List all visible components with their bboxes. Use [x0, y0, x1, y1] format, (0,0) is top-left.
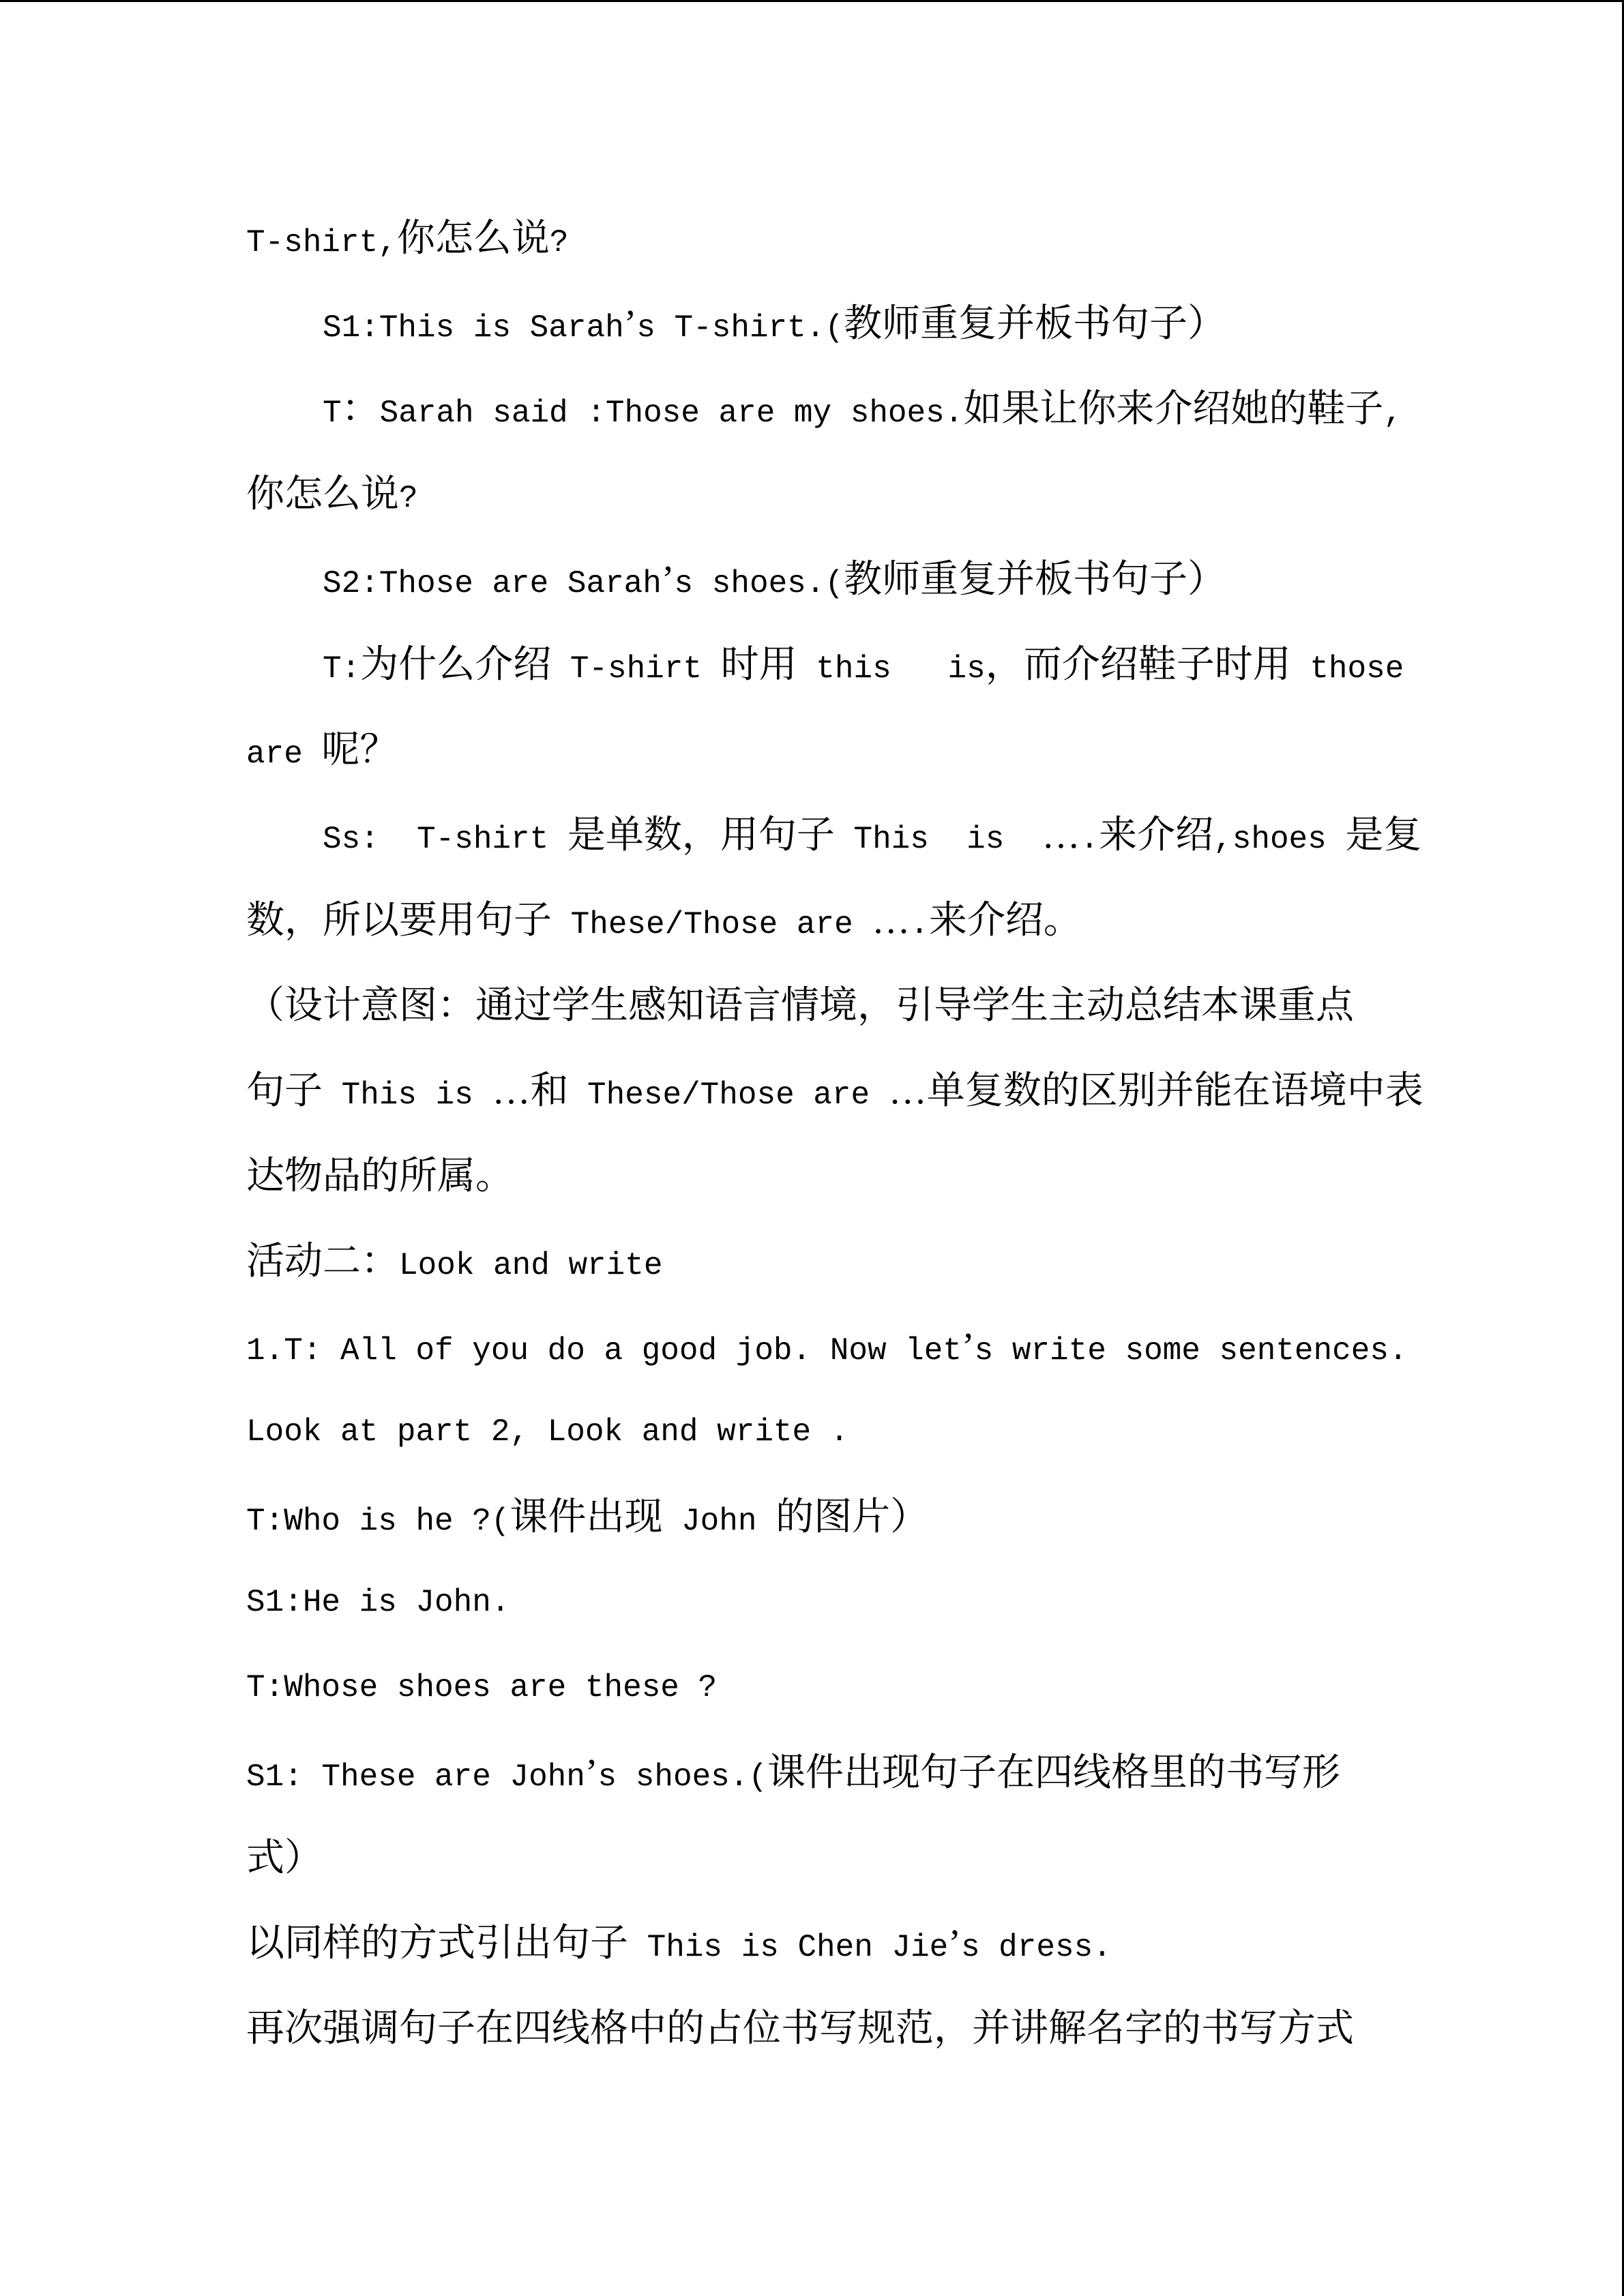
text-run: 数，所以要用句子: [246, 899, 552, 942]
paragraph-student-john: [246, 1560, 1542, 1645]
text-run: 为什么介绍: [360, 644, 552, 686]
text-run: 如果让你来介绍她的鞋子: [963, 388, 1384, 430]
paragraph-teacher-question-shoes: [246, 367, 1542, 537]
text-run: 时用: [720, 644, 797, 686]
text-line: Ss: T-shirt 是单数，用句子 This is ….来介绍,shoes 是复: [323, 814, 1422, 857]
text-run: …单复数的区别并能在语境中表: [888, 1070, 1423, 1112]
text-run: …和: [492, 1070, 569, 1112]
paragraph-step-1: [246, 1304, 1542, 1475]
text-line: S1: These are John’s shoes.(课件出现句子在四线格里的书写形: [246, 1752, 1340, 1795]
text-run: 是复: [1345, 814, 1422, 856]
text-run: 呢？: [321, 729, 398, 771]
text-line: Look at part 2, Look and write .: [246, 1414, 849, 1450]
text-run: 再次强调句子在四线格中的占位书写规范，并讲解名字的书写方式: [246, 2008, 1354, 2050]
text-run: ，而介绍鞋子时用: [985, 644, 1291, 686]
text-line: [246, 964, 1542, 1049]
text-line: T:Who is he ?(课件出现 John 的图片）: [246, 1496, 929, 1539]
text-run: 式）: [246, 1837, 323, 1879]
text-line: 句子 This is …和 These/Those are …单复数的区别并能在语境中表: [246, 1070, 1423, 1113]
document-body: [246, 196, 1542, 2072]
text-run: 课件出现: [510, 1496, 663, 1538]
text-run: 教师重复并板书句子）: [844, 558, 1226, 601]
text-run: ’: [961, 1326, 975, 1368]
text-run: ’: [585, 1752, 598, 1794]
paragraph-student-answer-1: [246, 282, 1542, 367]
text-run: ：: [341, 388, 380, 430]
text-line: 活动二：Look and write: [246, 1240, 663, 1283]
text-line: T-shirt,你怎么说?: [246, 218, 569, 260]
text-run: 来介绍。: [928, 899, 1082, 942]
text-run: 来介绍: [1099, 814, 1214, 856]
text-run: ’: [661, 558, 675, 601]
paragraph-student-shoes: [246, 1731, 1542, 1901]
text-run: 你怎么说: [246, 473, 399, 516]
paragraph-teacher-question-why: [246, 623, 1542, 793]
text-run: ’: [623, 303, 637, 345]
text-run: 句子: [246, 1070, 323, 1112]
paragraph-student-answer-2: [246, 537, 1542, 623]
text-line: [246, 1986, 1542, 2072]
text-line: T:Whose shoes are these ?: [246, 1670, 718, 1705]
text-run: 是单数，用句子: [567, 814, 835, 856]
text-run: 以同样的方式引出句子: [246, 1922, 628, 1965]
text-run: 你怎么说: [396, 218, 550, 260]
paragraph-same-method: [246, 1901, 1542, 1986]
text-line: T:为什么介绍 T-shirt 时用 this is，而介绍鞋子时用 those: [323, 644, 1404, 687]
activity-heading: [246, 1219, 1542, 1304]
paragraph-continuation: [246, 196, 1542, 282]
text-line: S1:This is Sarah’s T-shirt.(教师重复并板书句子）: [323, 303, 1226, 346]
text-run: （设计意图：通过学生感知语言情境，引导学生主动总结本课重点: [246, 985, 1354, 1027]
text-line: S2:Those are Sarah’s shoes.(教师重复并板书句子）: [323, 558, 1226, 601]
text-line: are 呢？: [246, 729, 398, 772]
paragraph-emphasis: [246, 1986, 1542, 2072]
text-line: 以同样的方式引出句子 This is Chen Jie’s dress.: [246, 1922, 1112, 1965]
design-intent-paragraph: [246, 964, 1542, 1219]
text-line: 1.T: All of you do a good job. Now let’s write some sentences.: [246, 1326, 1408, 1369]
text-run: 教师重复并板书句子）: [843, 303, 1226, 345]
text-line: T：Sarah said :Those are my shoes.如果让你来介绍她的鞋子,: [323, 388, 1402, 431]
text-line: 你怎么说?: [246, 473, 418, 516]
text-run: …: [1042, 814, 1080, 856]
text-line: [246, 1134, 1542, 1219]
text-line: [246, 1816, 1542, 1901]
text-run: 课件出现句子在四线格里的书写形: [767, 1752, 1340, 1794]
paragraph-students-answer: [246, 793, 1542, 964]
text-run: …: [872, 899, 911, 942]
text-run: 活动二：: [246, 1240, 399, 1283]
paragraph-teacher-whose: [246, 1645, 1542, 1731]
text-line: S1:He is John.: [246, 1585, 510, 1620]
paragraph-teacher-who: [246, 1475, 1542, 1560]
text-run: ’: [948, 1922, 961, 1965]
text-run: 的图片）: [776, 1496, 929, 1538]
text-line: 数，所以要用句子 These/Those are ….来介绍。: [246, 899, 1082, 942]
text-run: 达物品的所属。: [246, 1155, 514, 1197]
